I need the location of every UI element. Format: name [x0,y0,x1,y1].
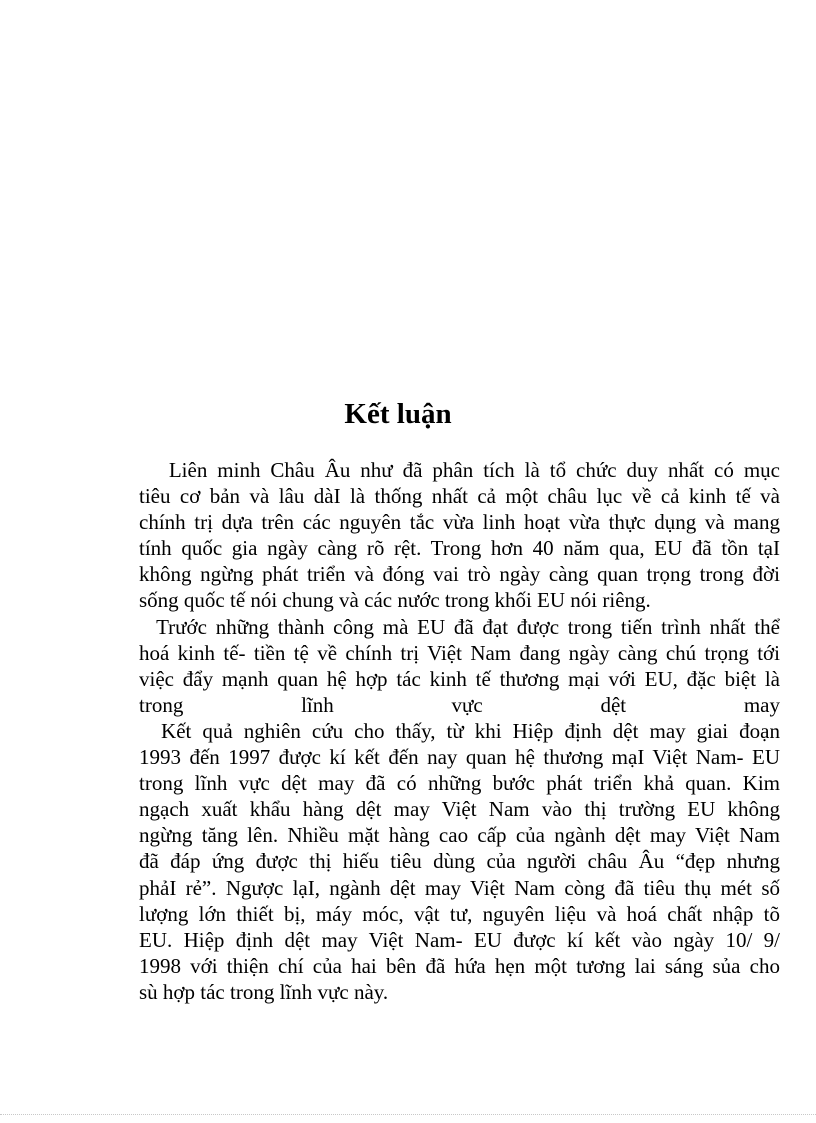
page-title: Kết luận [344,398,452,430]
text-line: lượng lớn thiết bị, máy móc, vật tư, nguyên liệu và hoá chất nhập tõ [139,901,780,926]
text-line: EU. Hiệp định dệt may Việt Nam- EU được kí kết vào ngày 10/ 9/ [139,927,780,952]
text-line: trong lĩnh vực dệt may đã có những bước phát triển khả quan. Kim [139,771,780,796]
text-line: tiêu cơ bản và lâu dàI là thống nhất cả một châu lục về cả kinh tế và [139,484,780,509]
text-line: trong lĩnh vực dệt may [139,692,780,717]
text-line: sống quốc tế nói chung và các nước trong khối EU nói riêng. [139,588,651,613]
text-line: chính trị dựa trên các nguyên tắc vừa linh hoạt vừa thực dụng và mang [139,510,780,535]
text-line: việc đẩy mạnh quan hệ hợp tác kinh tế thương mại với EU, đặc biệt là [139,666,780,691]
text-line: ngừng tăng lên. Nhiều mặt hàng cao cấp của ngành dệt may Việt Nam [139,823,780,848]
text-line: sù hợp tác trong lĩnh vực này. [139,979,389,1004]
text-line: phảI rẻ”. Ngược lạI, ngành dệt may Việt Nam còng đã tiêu thụ mét số [139,875,780,900]
bottom-divider [0,1114,816,1115]
text-line: không ngừng phát triển và đóng vai trò ngày càng quan trọng trong đời [139,562,780,587]
text-line: hoá kinh tế- tiền tệ về chính trị Việt Nam đang ngày càng chú trọng tới [139,640,780,665]
text-line: 1998 với thiện chí của hai bên đã hứa hẹn một tương lai sáng sủa cho [139,953,780,978]
body-text [139,457,780,1005]
text-line: 1993 đến 1997 được kí kết đến nay quan hệ thương mạI Việt Nam- EU [139,745,780,770]
text-line: ngạch xuất khẩu hàng dệt may Việt Nam vào thị trường EU không [139,797,780,822]
text-line: tính quốc gia ngày càng rõ rệt. Trong hơn 40 năm qua, EU đã tồn tạI [139,536,780,561]
text-line: Trước những thành công mà EU đã đạt được trong tiến trình nhất thể [139,614,780,639]
text-line: đã đáp ứng được thị hiếu tiêu dùng của người châu Âu “đẹp nhưng [139,849,780,874]
text-line: Kết quả nghiên cứu cho thấy, từ khi Hiệp định dệt may giai đoạn [139,718,780,743]
text-line: Liên minh Châu Âu như đã phân tích là tổ chức duy nhất có mục [139,458,780,482]
